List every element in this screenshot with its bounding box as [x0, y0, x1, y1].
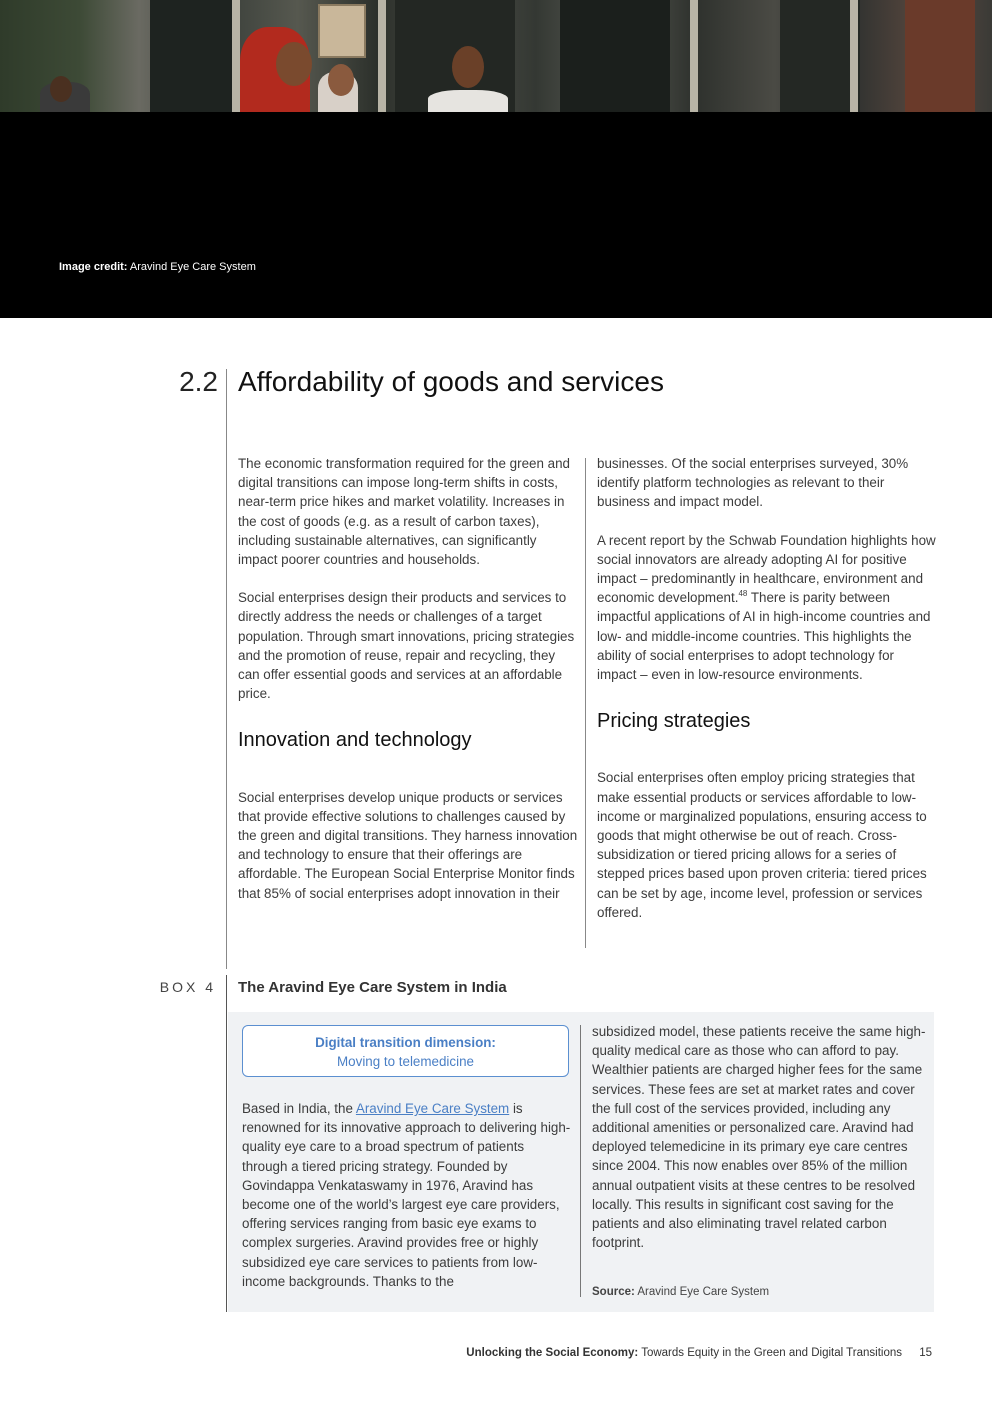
section-divider: [226, 369, 227, 969]
section-title: Affordability of goods and services: [238, 366, 664, 397]
paragraph: Based in India, the Aravind Eye Care System is renowned for its innovative approach to delivering high-quality eye care to a broad spectrum of patients through a tiered pricing strategy. Founded by Govindappa Venkataswamy in 1976, Aravind has become one of the world’s largest eye care providers, offering services ranging from basic eye exams to complex surgeries. Aravind provides free or highly subsidized eye care services to patients from low-income backgrounds. Thanks to the: [242, 1101, 571, 1289]
paragraph: businesses. Of the social enterprises surveyed, 30% identify platform technologies as relevant to their business and impact model.: [597, 456, 909, 510]
footer-title-rest: Towards Equity in the Green and Digital Transitions: [641, 1347, 902, 1359]
page-number: 15: [919, 1347, 932, 1359]
hero-banner: [0, 0, 992, 318]
dimension-title: Digital transition dimension:: [315, 1035, 496, 1050]
box-title: The Aravind Eye Care System in India: [238, 979, 507, 996]
box-left-text: [242, 1099, 572, 1310]
box-column-divider: [580, 1025, 581, 1297]
paragraph: Social enterprises often employ pricing strategies that make essential products or services affordable to low-income or marginalized populations, ensuring access to goods that might otherwise be out of reach. Cross-subsidization or tiered pricing allows for a series of stepped prices based upon proven criteria: tiered prices can be set by age, income level, profession or services offered.: [597, 770, 927, 920]
box-source: Source: Aravind Eye Care System: [592, 1286, 770, 1298]
image-credit: Image credit: Aravind Eye Care System: [59, 261, 256, 273]
column-divider: [585, 458, 586, 948]
footer-title-bold: Unlocking the Social Economy:: [466, 1347, 639, 1359]
paragraph: subsidized model, these patients receive the same high-quality medical care as those who can afford to pay. Wealthier patients are charged higher fees for the same services. These fees are set at market rates and cover the full cost of the services provided, including any additional amenities or personalized care. Aravind had deployed telemedicine in its primary eye care centres since 2004. This now enables over 85% of the million annual outpatient visits at these centres to be resolved locally. This results in significant cost saving for the patients and also eliminating travel related carbon footprint.: [592, 1024, 926, 1251]
aravind-link[interactable]: Aravind Eye Care System: [355, 1101, 510, 1116]
dimension-subtitle: Moving to telemedicine: [337, 1054, 474, 1069]
footnote-ref: 48: [738, 589, 748, 599]
box-rule: [226, 975, 227, 1312]
page-footer: [0, 1347, 932, 1359]
paragraph: Social enterprises develop unique products or services that provide effective solutions to challenges caused by the green and digital transitions. They harness innovation and technology to ensure that their offerings are affordable. The European Social Enterprise Monitor finds that 85% of social enterprises adopt innovation in their: [238, 789, 578, 901]
subheading-pricing: Pricing strategies: [597, 710, 751, 733]
box-right-text: [592, 1022, 927, 1271]
paragraph: The economic transformation required for the green and digital transitions can impose long-term shifts in costs, near-term price hikes and market volatility. Increases in the cost of goods (e.g. as a result of carbon taxes), including sustainable alternatives, can significantly impact poorer countries and households.: [238, 456, 570, 568]
right-column: [597, 454, 937, 941]
paragraph: A recent report by the Schwab Foundation highlights how social innovators are already adopting AI for positive impact – predominantly in healthcare, environment and economic development.$^{48}$ There is parity between impactful applications of AI in high-income countries and low- and middle-income countries. This highlights the ability of social enterprises to adopt technology for impact – even in low-resource environments.: [597, 532, 936, 683]
hero-photo: [0, 0, 992, 112]
dimension-badge: [242, 1025, 569, 1077]
paragraph: Social enterprises design their products and services to directly address the needs or challenges of a target population. Through smart innovations, pricing strategies and the promotion of reuse, repair and recycling, they can offer essential goods and services at an affordable price.: [238, 590, 575, 702]
box-label: BOX 4: [159, 979, 216, 995]
subheading-innovation: Innovation and technology: [238, 729, 472, 752]
section-number: 2.2: [179, 366, 218, 397]
left-column: [238, 454, 578, 922]
